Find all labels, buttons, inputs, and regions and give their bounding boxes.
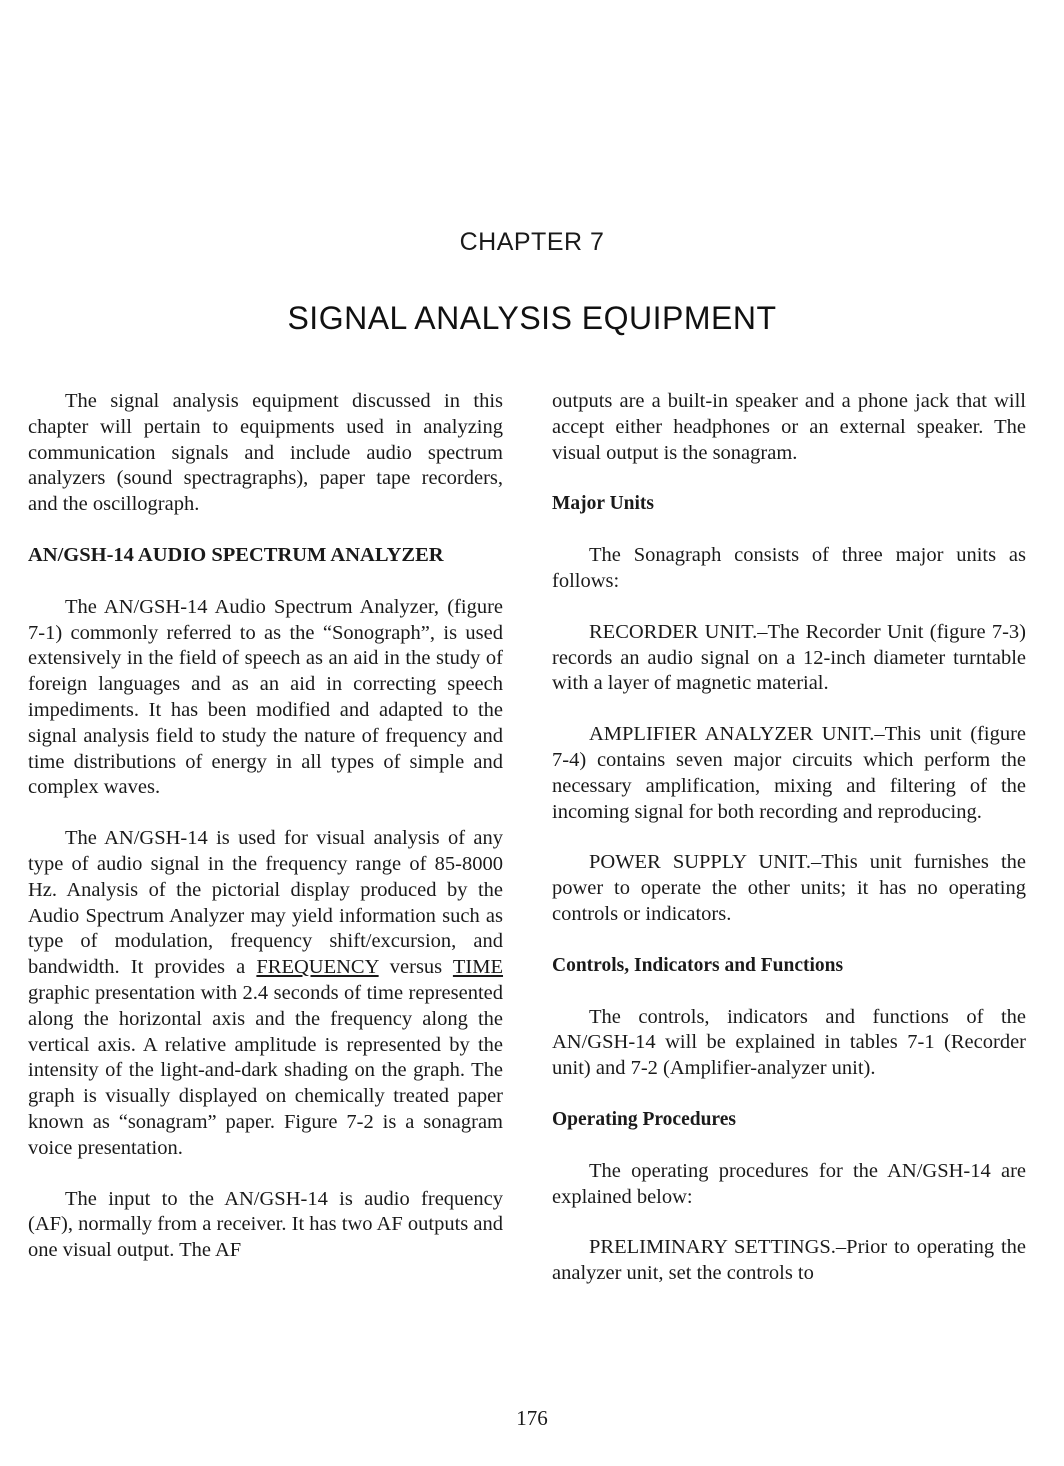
continued-paragraph: outputs are a built-in speaker and a phone jack that will accept either headphones or an external speaker. The visual output is the sonagram. <box>552 390 1026 464</box>
page-number: 176 <box>516 1406 548 1430</box>
major-units-heading: Major Units <box>552 493 655 515</box>
section-heading-analyzer: AN/GSH-14 AUDIO SPECTRUM ANALYZER <box>28 543 444 566</box>
controls-heading: Controls, Indicators and Functions <box>552 954 844 976</box>
text-span: graphic presentation with 2.4 seconds of time represented along the horizontal axis and the frequency along the vertical axis. A relative amplitude is represented by the intensity of the light-and-dark shading on the graph. The graph is visually displayed on chemically treated paper known as “sonagram” paper. Figure 7-2 is a sonagram voice presentation. <box>28 981 503 1159</box>
text-span: The AN/GSH-14 is used for visual analysis of any type of audio signal in the frequency range of 85-8000 Hz. Analysis of the pictorial display produced by the Audio Spectrum Analyzer may yield information such as type of modulation, frequency shift/excursion, and bandwidth. It provides a <box>28 827 503 979</box>
intro-paragraph: The signal analysis equipment discussed in this chapter will pertain to equipments used in analyzing communication signals and include audio spectrum analyzers (sound spectragraphs), paper tape recorders, and the oscillograph. <box>28 390 503 516</box>
chapter-title: SIGNAL ANALYSIS EQUIPMENT <box>287 300 777 336</box>
amplifier-unit-paragraph: AMPLIFIER ANALYZER UNIT.–This unit (figure 7-4) contains seven major circuits which perform the necessary amplification, mixing and filtering of the incoming signal for both recording and reproducing. <box>552 723 1026 823</box>
power-unit-paragraph: POWER SUPPLY UNIT.–This unit furnishes the power to operate the other units; it has no operating controls or indicators. <box>552 851 1026 925</box>
text-span: versus <box>378 956 453 979</box>
underlined-frequency: FREQUENCY <box>256 956 379 979</box>
operating-procedures-heading: Operating Procedures <box>552 1108 736 1130</box>
operating-procedures-paragraph: The operating procedures for the AN/GSH-14 are explained below: <box>552 1159 1026 1208</box>
major-units-intro: The Sonagraph consists of three major units as follows: <box>552 544 1026 592</box>
left-column <box>28 389 503 1289</box>
preliminary-settings-paragraph: PRELIMINARY SETTINGS.–Prior to operating the analyzer unit, set the controls to <box>552 1236 1026 1285</box>
controls-paragraph: The controls, indicators and functions of the AN/GSH-14 will be explained in tables 7-1 (Recorder unit) and 7-2 (Amplifier-analyzer unit). <box>552 1005 1026 1080</box>
underlined-time: TIME <box>452 956 504 979</box>
recorder-unit-paragraph: RECORDER UNIT.–The Recorder Unit (figure 7-3) records an audio signal on a 12-inch diameter turntable with a layer of magnetic material. <box>552 620 1026 695</box>
chapter-label: CHAPTER 7 <box>459 228 605 256</box>
analyzer-description-paragraph: The AN/GSH-14 Audio Spectrum Analyzer, (figure 7-1) commonly referred to as the “Sonograph”, is used extensively in the field of speech as an aid in the study of foreign languages and as an aid in correcting speech impediments. It has been modified and adapted to the signal analysis field to study the nature of frequency and time distributions of energy in all types of simple and complex waves. <box>28 595 503 799</box>
input-paragraph: The input to the AN/GSH-14 is audio frequency (AF), normally from a receiver. It has two AF outputs and one visual output. The AF <box>28 1187 503 1262</box>
right-column <box>552 389 1026 1312</box>
visual-analysis-paragraph <box>28 826 503 1161</box>
